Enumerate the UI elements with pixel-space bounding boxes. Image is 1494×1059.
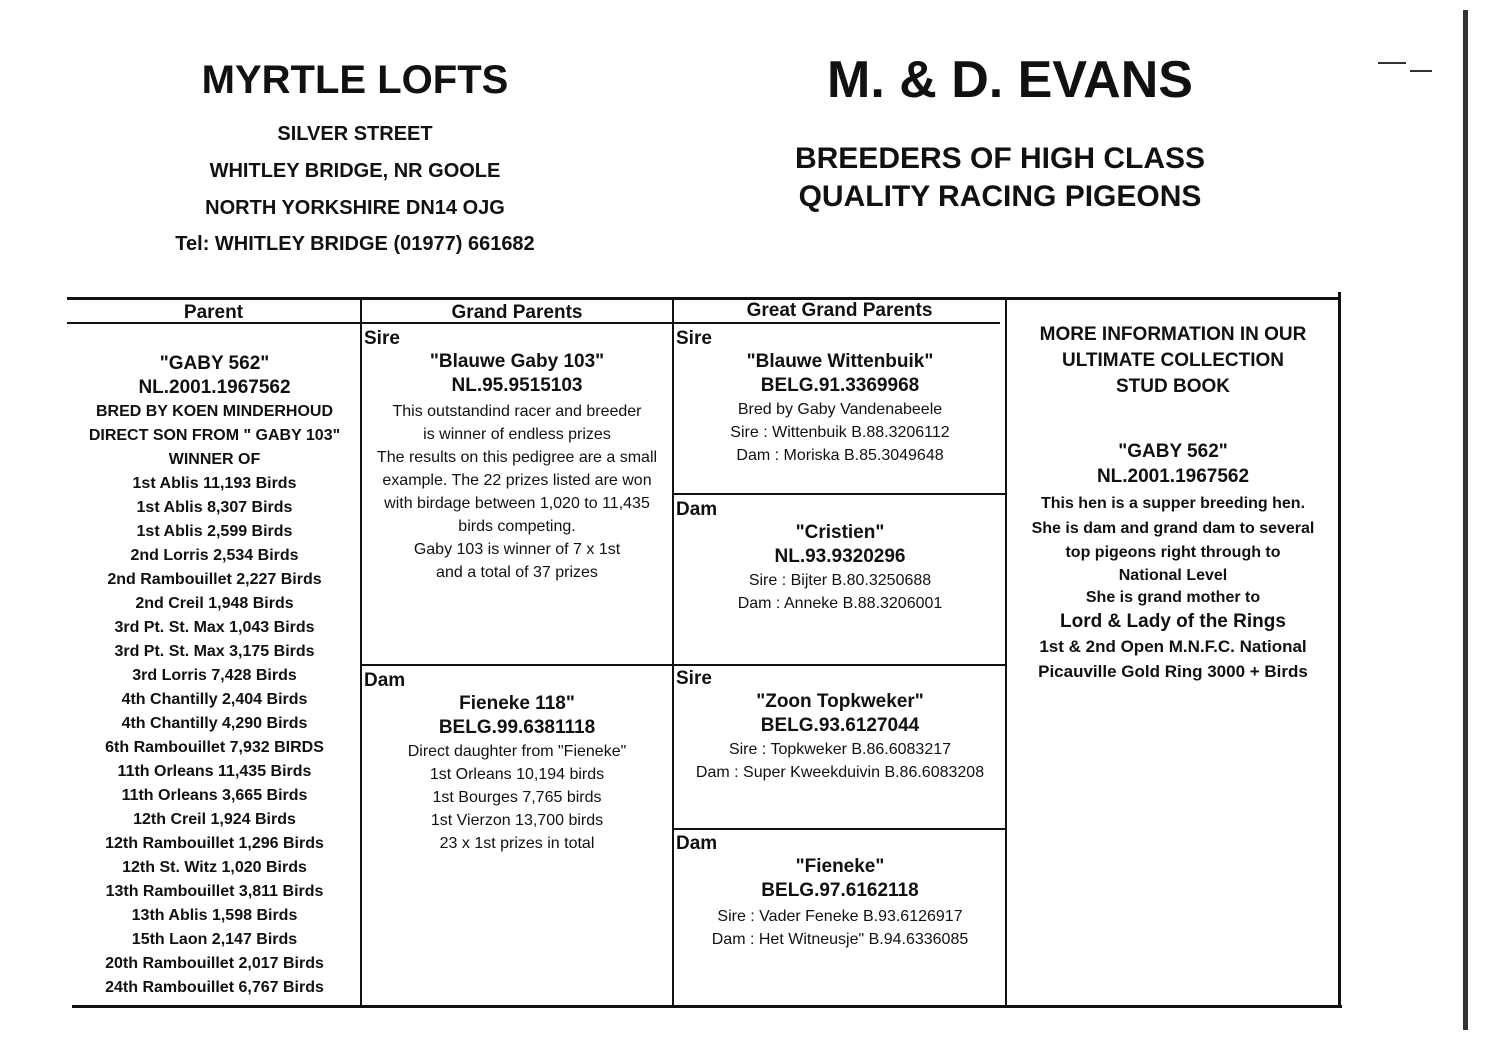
gg-dam-1-line: Sire : Bijter B.80.3250688 (748, 572, 932, 589)
address-county: NORTH YORKSHIRE DN14 OJG (205, 197, 505, 219)
result-item: 2nd Rambouillet 2,227 Birds (107, 571, 322, 588)
result-item: 20th Rambouillet 2,017 Birds (105, 955, 324, 972)
result-item: 2nd Creil 1,948 Birds (135, 595, 294, 612)
gg-sire-2-ring: BELG.93.6127044 (760, 715, 920, 736)
greatgrand-lower-rule (673, 828, 1006, 830)
gg-sire-2-line: Dam : Super Kweekduivin B.86.6083208 (695, 764, 985, 781)
parent-bred-by: BRED BY KOEN MINDERHOUD (95, 403, 334, 420)
loft-name: MYRTLE LOFTS (201, 58, 509, 102)
divider-grandparents-greatgrand (672, 298, 674, 1006)
parent-winner-of: WINNER OF (168, 451, 261, 468)
parent-direct-son: DIRECT SON FROM " GABY 103" (88, 427, 341, 444)
tagline-2: QUALITY RACING PIGEONS (798, 180, 1202, 213)
grand-dam-name: Fieneke 118" (459, 693, 575, 714)
gg-dam-1-line: Dam : Anneke B.88.3206001 (737, 595, 943, 612)
divider-greatgrand-info (1005, 298, 1007, 1006)
parent-name: "GABY 562" (159, 353, 270, 374)
gg-dam-2-line: Dam : Het Witneusje" B.94.6336085 (711, 931, 969, 948)
grand-sire-line: The results on this pedigree are a small (376, 449, 658, 466)
address-telephone: Tel: WHITLEY BRIDGE (01977) 661682 (175, 233, 535, 255)
scan-mark (1378, 62, 1406, 64)
grand-sire-line: is winner of endless prizes (423, 426, 611, 443)
gg-sire-1-cell (676, 328, 1004, 467)
grand-dam-line: Direct daughter from "Fieneke" (407, 743, 627, 760)
gg-sire-1-ring: BELG.91.3369968 (760, 375, 920, 396)
result-item: 3rd Pt. St. Max 3,175 Birds (114, 643, 315, 660)
grand-dam-ring: BELG.99.6381118 (438, 717, 596, 738)
address-street: SILVER STREET (277, 123, 433, 145)
grand-sire-line: birds competing. (458, 518, 576, 535)
result-item: 15th Laon 2,147 Birds (131, 931, 298, 948)
info-desc-line: She is grand mother to (1085, 589, 1261, 606)
gg-sire-1-name: "Blauwe Wittenbuik" (746, 351, 934, 372)
result-item: 11th Orleans 3,665 Birds (121, 787, 308, 804)
result-item: 13th Ablis 1,598 Birds (131, 907, 298, 924)
grand-sire-line: This outstandind racer and breeder (392, 403, 642, 420)
info-line-2: ULTIMATE COLLECTION (1062, 350, 1284, 371)
result-item: 4th Chantilly 2,404 Birds (121, 691, 308, 708)
info-desc-line: top pigeons right through to (1065, 544, 1281, 561)
greatgrand-upper-rule (673, 493, 1006, 495)
gg-dam-1-ring: NL.93.9320296 (774, 546, 906, 567)
column-header-grand-parents: Grand Parents (451, 302, 583, 323)
grand-sire-name: "Blauwe Gaby 103" (429, 351, 605, 372)
grand-sire-cell (364, 328, 670, 584)
column-header-parent: Parent (183, 302, 244, 323)
gg-sire-2-cell (676, 668, 1004, 784)
result-item: 11th Orleans 11,435 Birds (117, 763, 312, 780)
result-item: 12th Rambouillet 1,296 Birds (105, 835, 324, 852)
result-item: 13th Rambouillet 3,811 Birds (105, 883, 324, 900)
info-picauville: Picauville Gold Ring 3000 + Birds (1038, 662, 1308, 681)
result-item: 1st Ablis 8,307 Birds (136, 499, 293, 516)
result-item: 2nd Lorris 2,534 Birds (130, 547, 299, 564)
grand-sire-role: Sire (364, 328, 400, 349)
grand-dam-line: 23 x 1st prizes in total (439, 835, 595, 852)
info-desc-line: She is dam and grand dam to several (1031, 520, 1315, 537)
gg-sire-1-line: Dam : Moriska B.85.3049648 (736, 447, 944, 464)
result-item: 3rd Lorris 7,428 Birds (132, 667, 297, 684)
gg-sire-1-role: Sire (676, 328, 712, 349)
gg-dam-1-name: "Cristien" (795, 522, 885, 543)
table-right-border (1338, 292, 1341, 1008)
info-line-1: MORE INFORMATION IN OUR (1039, 324, 1307, 345)
gg-dam-2-role: Dam (676, 833, 718, 854)
grand-dam-line: 1st Bourges 7,765 birds (432, 789, 602, 806)
divider-parent-grandparents (360, 298, 362, 1006)
gg-dam-2-cell (676, 833, 1004, 951)
parent-ring: NL.2001.1967562 (138, 377, 291, 398)
gg-dam-2-line: Sire : Vader Feneke B.93.6126917 (717, 908, 963, 925)
result-item: 12th St. Witz 1,020 Birds (122, 859, 307, 876)
gg-sire-2-role: Sire (676, 668, 712, 689)
info-line-3: STUD BOOK (1116, 376, 1230, 397)
result-item: 24th Rambouillet 6,767 Birds (105, 979, 324, 996)
grand-dam-cell (364, 670, 670, 855)
gg-dam-2-name: "Fieneke" (795, 856, 885, 877)
info-desc-line: This hen is a supper breeding hen. (1040, 495, 1306, 512)
tagline-1: BREEDERS OF HIGH CLASS (794, 142, 1206, 175)
address-town: WHITLEY BRIDGE, NR GOOLE (209, 160, 501, 182)
grand-dam-line: 1st Vierzon 13,700 birds (430, 812, 604, 829)
table-bottom-border (72, 1005, 1342, 1008)
gg-dam-1-cell (676, 499, 1004, 615)
result-item: 6th Rambouillet 7,932 BIRDS (105, 739, 324, 756)
info-highlight: Lord & Lady of the Rings (1060, 611, 1286, 632)
result-item: 4th Chantilly 4,290 Birds (121, 715, 308, 732)
grand-sire-line: and a total of 37 prizes (436, 564, 598, 581)
info-national: 1st & 2nd Open M.N.F.C. National (1039, 637, 1307, 656)
info-desc-line: National Level (1118, 567, 1228, 584)
grand-sire-line: with birdage between 1,020 to 11,435 (384, 495, 650, 512)
gg-sire-1-line: Sire : Wittenbuik B.88.3206112 (730, 424, 950, 441)
info-cell (1008, 322, 1338, 685)
grand-sire-line: example. The 22 prizes listed are won (382, 472, 652, 489)
column-header-great-grand-parents: Great Grand Parents (746, 300, 933, 321)
parent-cell (72, 352, 357, 1000)
grand-sire-ring: NL.95.9515103 (451, 375, 583, 396)
grand-sire-line: Gaby 103 is winner of 7 x 1st (413, 541, 621, 558)
result-item: 1st Ablis 2,599 Birds (136, 523, 293, 540)
info-name: "GABY 562" (1118, 441, 1228, 462)
owner-name: M. & D. EVANS (827, 51, 1193, 109)
gg-dam-1-role: Dam (676, 499, 718, 520)
gg-sire-2-name: "Zoon Topkweker" (756, 691, 924, 712)
grandparents-mid-rule (361, 664, 1006, 666)
result-item: 12th Creil 1,924 Birds (133, 811, 296, 828)
result-item: 3rd Pt. St. Max 1,043 Birds (114, 619, 315, 636)
gg-dam-2-ring: BELG.97.6162118 (761, 880, 919, 901)
grand-dam-role: Dam (364, 670, 406, 691)
scan-edge-line (1463, 10, 1468, 1030)
result-item: 1st Ablis 11,193 Birds (132, 475, 297, 492)
info-ring: NL.2001.1967562 (1096, 466, 1250, 487)
grand-dam-line: 1st Orleans 10,194 birds (429, 766, 605, 783)
scan-mark (1410, 70, 1432, 72)
gg-sire-2-line: Sire : Topkweker B.86.6083217 (728, 741, 952, 758)
gg-sire-1-line: Bred by Gaby Vandenabeele (737, 401, 943, 418)
